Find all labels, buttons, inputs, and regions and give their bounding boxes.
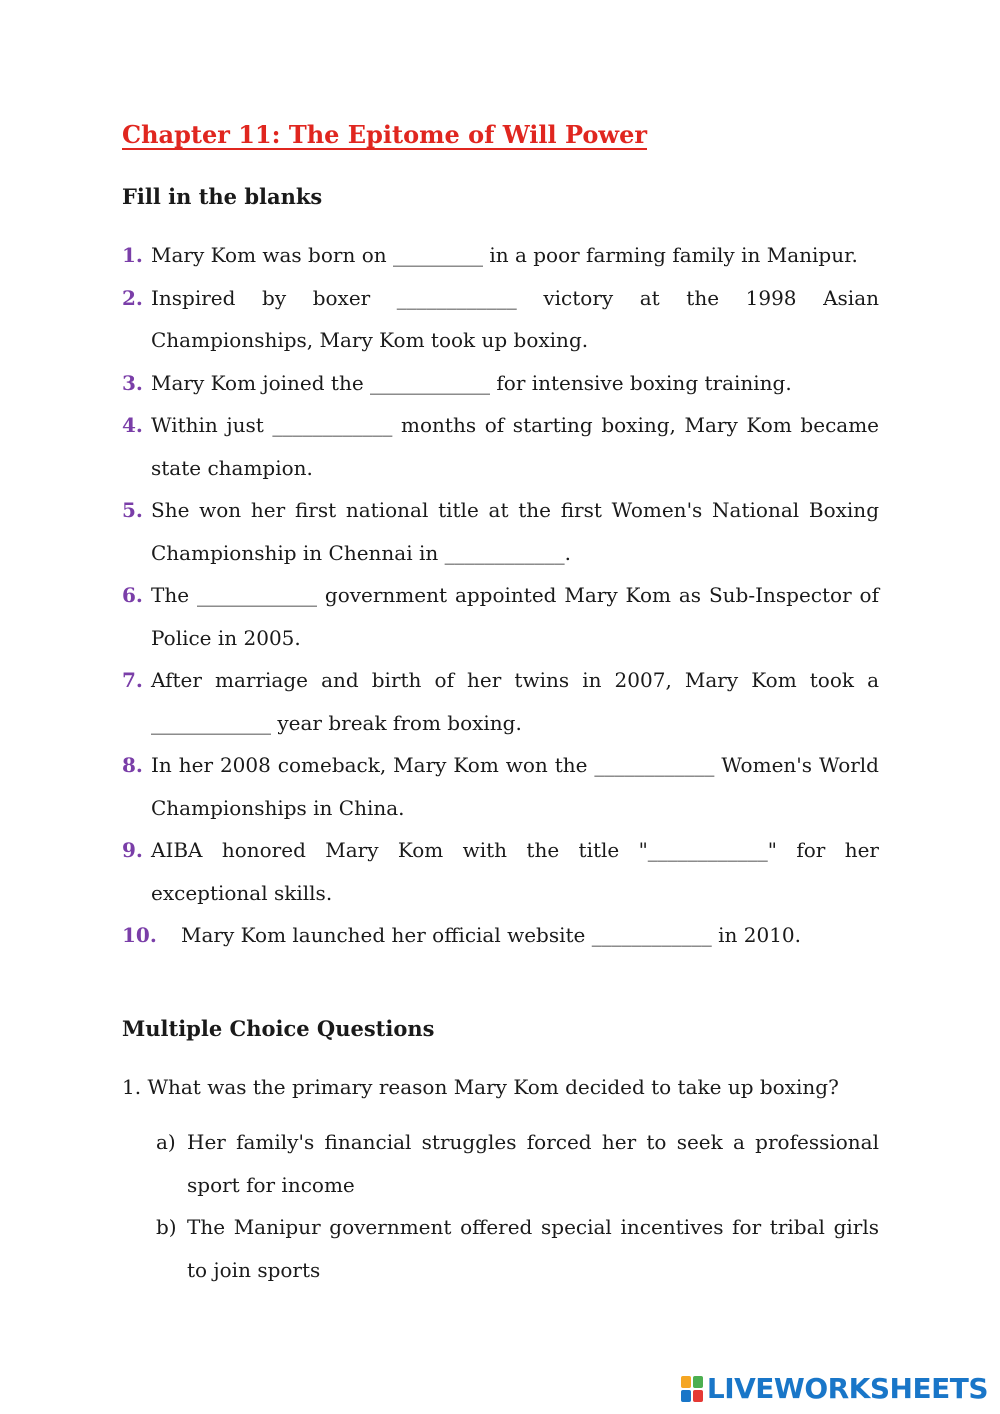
fill-blank-item: [122, 277, 879, 362]
item-number: 1.: [122, 243, 143, 267]
mcq-options-list: [156, 1121, 879, 1291]
item-number: 5.: [122, 498, 143, 522]
item-number: 8.: [122, 753, 143, 777]
mcq-option: [156, 1206, 879, 1291]
item-number: 9.: [122, 838, 143, 862]
item-number: 7.: [122, 668, 143, 692]
option-letter: b): [156, 1215, 177, 1239]
fill-blank-item: [122, 914, 879, 957]
item-text: Inspired by boxer ____________ victory at the 1998 Asian Championships, Mary Kom took up boxing.: [151, 285, 879, 352]
fill-blank-item: [122, 659, 879, 744]
fill-blank-item: [122, 362, 879, 405]
item-number: 2.: [122, 285, 143, 310]
option-letter: a): [156, 1130, 176, 1154]
item-number: 6.: [122, 583, 143, 607]
brand-name: LIVEWORKSHEETS: [706, 1372, 988, 1405]
chapter-title: Chapter 11: The Epitome of Will Power: [122, 120, 647, 149]
item-text: Mary Kom joined the ____________ for intensive boxing training.: [151, 370, 792, 395]
item-text: Within just ____________ months of starting boxing, Mary Kom became state champion.: [151, 413, 879, 480]
item-number: 4.: [122, 413, 143, 437]
option-text: Her family's financial struggles forced her to seek a professional sport for income: [187, 1130, 879, 1197]
fill-blank-item: [122, 234, 879, 277]
fill-blank-item: [122, 829, 879, 914]
fill-blanks-heading: Fill in the blanks: [122, 184, 323, 209]
item-text: The ____________ government appointed Mary Kom as Sub-Inspector of Police in 2005.: [151, 583, 879, 650]
mcq-question: 1. What was the primary reason Mary Kom decided to take up boxing?: [122, 1075, 839, 1099]
item-text: In her 2008 comeback, Mary Kom won the ____________ Women's World Championships in China.: [151, 753, 879, 820]
item-number: 10.: [122, 923, 157, 947]
mcq-option: [156, 1121, 879, 1206]
logo-tile: [693, 1390, 703, 1402]
liveworksheets-brand[interactable]: [681, 1374, 988, 1404]
item-text: AIBA honored Mary Kom with the title "____________" for her exceptional skills.: [151, 838, 879, 905]
item-text: Mary Kom was born on _________ in a poor farming family in Manipur.: [151, 243, 858, 267]
logo-tile: [693, 1376, 703, 1388]
item-number: 3.: [122, 370, 143, 395]
fill-blank-item: [122, 489, 879, 574]
fill-blank-item: [122, 744, 879, 829]
item-text: Mary Kom launched her official website ____________ in 2010.: [181, 923, 801, 947]
fill-blank-item: [122, 574, 879, 659]
fill-blank-item: [122, 404, 879, 489]
liveworksheets-logo-icon: [681, 1376, 703, 1402]
logo-tile: [681, 1390, 691, 1402]
fill-blanks-list: [122, 234, 879, 957]
mcq-heading: Multiple Choice Questions: [122, 1016, 435, 1041]
logo-tile: [681, 1376, 691, 1388]
item-text: After marriage and birth of her twins in 2007, Mary Kom took a ____________ year break from boxing.: [151, 668, 879, 735]
item-text: She won her first national title at the first Women's National Boxing Championship in Chennai in ____________.: [151, 498, 879, 565]
option-text: The Manipur government offered special incentives for tribal girls to join sports: [187, 1215, 879, 1282]
